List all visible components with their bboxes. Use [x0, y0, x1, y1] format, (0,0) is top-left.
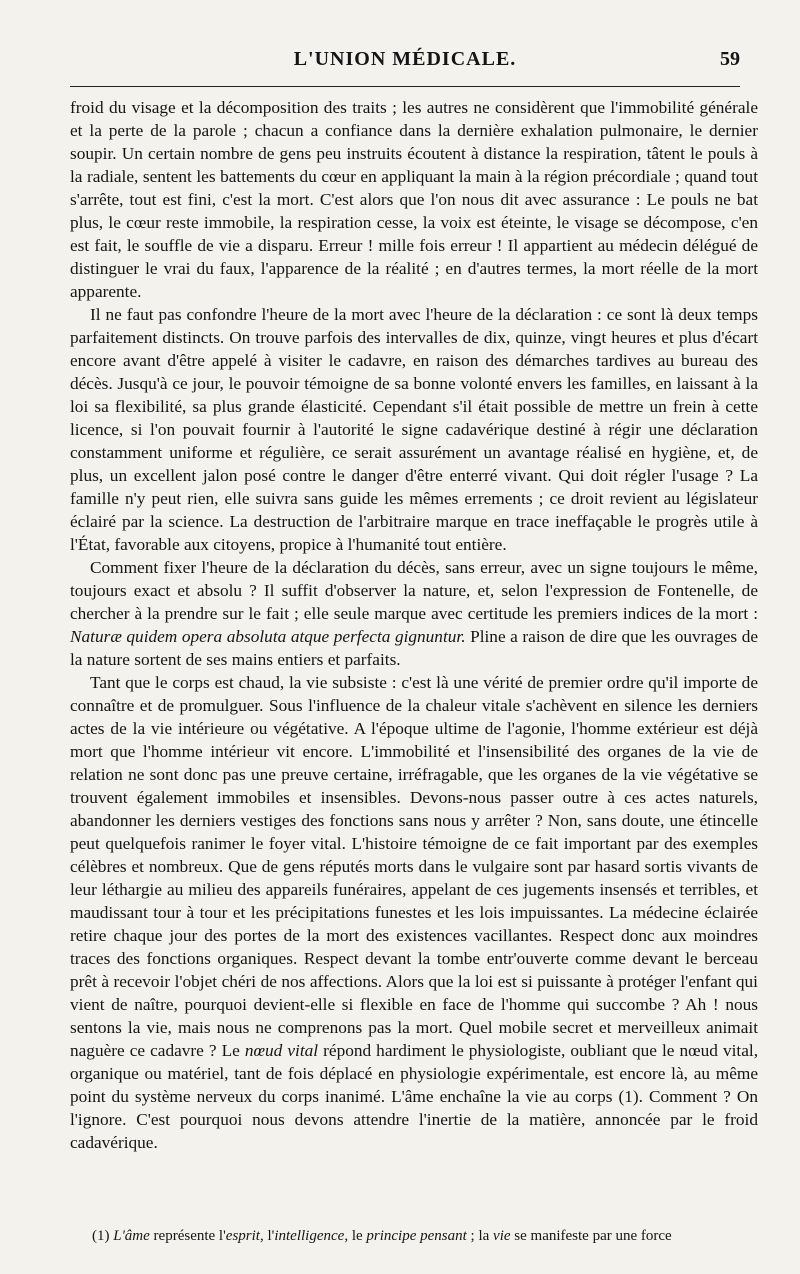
footnote-text-4: ; la [466, 1228, 494, 1244]
paragraph-4 [70, 671, 758, 1154]
paragraph-4-text-b: répond hardiment le physiologiste, oubliant que le nœud vital, organique ou matériel, tant de fois déplacé en physiologie expérimentale, est encore là, au même point du système nerveux du corps inanimé. L'âme enchaîne la vie au corps (1). Comment ? On l'ignore. C'est pourquoi nous devons attendre l'inertie de la matière, annoncée par le froid cadavérique. [70, 1041, 759, 1152]
footnote-term-ame: L'âme [113, 1228, 150, 1244]
footnote-term-intelligence: intelligence [274, 1228, 345, 1244]
paragraph-3 [70, 556, 758, 671]
footnote-text-2: , l' [259, 1228, 275, 1244]
footnote-text-1: représente l' [149, 1228, 226, 1244]
paragraph-3-text-a: Comment fixer l'heure de la déclaration du décès, sans erreur, avec un signe toujours le même, toujours exact et absolu ? Il suffit d'observer la nature, et, selon l'expression de Fontenelle, de chercher à la prendre sur le fait ; elle seule marque avec certitude les premiers indices de la mort : [70, 558, 758, 623]
latin-quote: Naturæ quidem opera absoluta atque perfecta gignuntur. [70, 627, 466, 646]
page-header [70, 48, 740, 74]
paragraph-1: froid du visage et la décomposition des traits ; les autres ne considèrent que l'immobilité générale et la perte de la parole ; chacun a confiance dans la dernière exhalation pulmonaire, le dernier soupir. Un certain nombre de gens peu instruits écoutent à distance la respiration, tâtent le pouls à la radiale, sentent les battements du cœur en appliquant la main à la région précordiale ; quand tout s'arrête, tout est fini, c'est la mort. C'est alors que l'on nous dit avec assurance : Le pouls ne bat plus, le cœur reste immobile, la respiration cesse, la voix est éteinte, le visage se décompose, c'en est fait, le souffle de vie a disparu. Erreur ! mille fois erreur ! Il appartient au médecin délégué de distinguer le vrai du faux, l'apparence de la réalité ; en d'autres termes, la mort réelle de la mort apparente. [70, 98, 758, 301]
footnote-mark: (1) [92, 1228, 114, 1244]
footnote-term-vie: vie [493, 1228, 511, 1244]
paragraph-2: Il ne faut pas confondre l'heure de la mort avec l'heure de la déclaration : ce sont là deux temps parfaitement distincts. On trouve parfois des intervalles de dix, quinze, vingt heures et plus d'écart encore avant d'être appelé à visiter le cadavre, en raison des démarches tardives au bureau des décès. Jusqu'à ce jour, le pouvoir témoigne de sa bonne volonté envers les familles, en laissant à la loi sa flexibilité, sa plus grande élasticité. Cependant s'il était possible de mettre un frein à cette licence, si l'on pouvait fournir à l'autorité le signe cadavérique destiné à régir une déclaration constamment uniforme et régulière, ce serait assurément un avantage réalisé en hygiène, et, de plus, un excellent jalon posé contre le danger d'être enterré vivant. Qui doit régler l'usage ? La famille n'y peut rien, elle suivra sans guide les mêmes errements ; ce droit revient au législateur éclairé par la science. La destruction de l'arbitraire marque en trace ineffaçable le progrès utile à l'État, favorable aux citoyens, propice à l'humanité tout entière. [70, 305, 758, 554]
page-number: 59 [720, 48, 740, 70]
paragraph-3-text-b: Pline a raison de dire que les ouvrages de la nature sortent de ses mains entiers et parfaits. [70, 627, 758, 669]
footnote-text-5: se manifeste par une force [510, 1228, 672, 1244]
body-text [70, 96, 758, 1154]
footnote [92, 1226, 758, 1246]
running-title: L'UNION MÉDICALE. [293, 48, 517, 70]
paragraph-4-text-a: Tant que le corps est chaud, la vie subsiste : c'est là une vérité de premier ordre qu'il importe de connaître et de promulguer. Sous l'influence de la chaleur vitale s'achèvent en silence les derniers actes de la vie intérieure ou végétative. A l'époque ultime de l'agonie, l'homme extérieur est déjà mort que l'homme intérieur vit encore. L'immobilité et l'insensibilité des organes de la vie de relation ne sont donc pas une preuve certaine, irréfragable, que les organes de la vie végétative se trouvent également immobiles et insensibles. Devons-nous passer outre à ces actes naturels, abandonner les derniers vestiges des fonctions sans nous y arrêter ? Non, sans doute, une étincelle peut quelquefois ranimer le foyer vital. L'histoire témoigne de ce fait important par des exemples célèbres et nombreux. Que de gens réputés morts dans le vulgaire sont par hasard sortis vivants de leur léthargie au milieu des appareils funéraires, appelant de ces jugements insensés et terribles, et maudissant tour à tour et les précipitations funestes et les lois impuissantes. La médecine éclairée retire chaque jour des portes de la mort des existences vacillantes. Respect donc aux moindres traces des fonctions organiques. Respect devant la tombe entr'ouverte comme devant le berceau prêt à recevoir l'objet chéri de nos affections. Alors que la loi est si puissante à protéger l'enfant qui vient de naître, pourquoi devient-elle si flexible en face de l'homme qui succombe ? Ah ! nous sentons la vie, mais nous ne comprenons pas la mort. Quel mobile secret et merveilleux animait naguère ce cadavre ? Le [70, 673, 758, 1060]
footnote-term-principe: principe pensant [366, 1228, 467, 1244]
header-rule [70, 86, 740, 87]
noeud-vital-term: nœud vital [244, 1041, 319, 1060]
footnote-term-esprit: esprit [225, 1228, 260, 1244]
footnote-text-3: , le [344, 1228, 367, 1244]
